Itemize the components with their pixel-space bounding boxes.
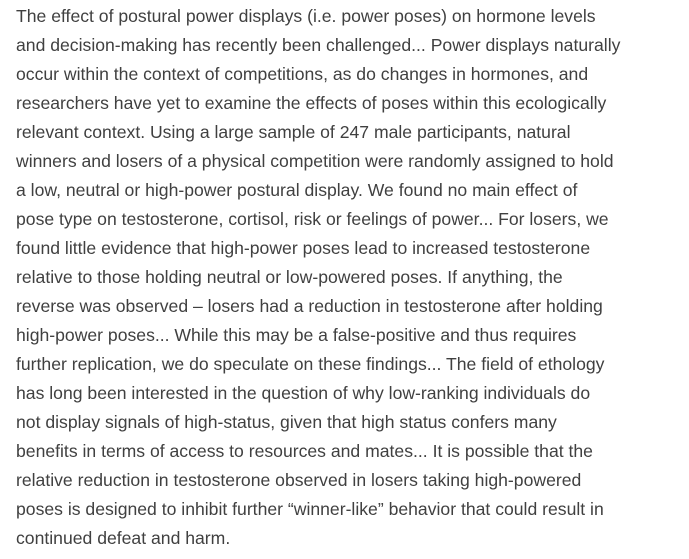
text-line-9: found little evidence that high-power poses lead to increased testosterone (16, 238, 591, 258)
text-line-17: relative reduction in testosterone observed in losers taking high-powered (16, 470, 582, 490)
text-line-19: continued defeat and harm. (16, 528, 231, 548)
text-line-5: relevant context. Using a large sample of 247 male participants, natural (16, 122, 571, 142)
text-line-15: not display signals of high-status, given that high status confers many (16, 412, 557, 432)
text-line-3: occur within the context of competitions, as do changes in hormones, and (16, 64, 589, 84)
text-line-7: a low, neutral or high-power postural display. We found no main effect of (16, 180, 578, 200)
text-line-14: has long been interested in the question of why low-ranking individuals do (16, 383, 591, 403)
text-line-12: high-power poses... While this may be a false-positive and thus requires (16, 325, 577, 345)
text-line-1: The effect of postural power displays (i.e. power poses) on hormone levels (16, 6, 596, 26)
text-line-2: and decision-making has recently been challenged... Power displays naturally (16, 35, 621, 55)
text-line-11: reverse was observed – losers had a reduction in testosterone after holding (16, 296, 603, 316)
text-line-18: poses is designed to inhibit further “winner-like” behavior that could result in (16, 499, 604, 519)
text-line-13: further replication, we do speculate on these findings... The field of ethology (16, 354, 605, 374)
text-line-16: benefits in terms of access to resources and mates... It is possible that the (16, 441, 593, 461)
text-line-8: pose type on testosterone, cortisol, risk or feelings of power... For losers, we (16, 209, 609, 229)
abstract-paragraph (16, 2, 680, 553)
text-line-10: relative to those holding neutral or low-powered poses. If anything, the (16, 267, 563, 287)
text-line-6: winners and losers of a physical competition were randomly assigned to hold (16, 151, 614, 171)
text-line-4: researchers have yet to examine the effects of poses within this ecologically (16, 93, 607, 113)
